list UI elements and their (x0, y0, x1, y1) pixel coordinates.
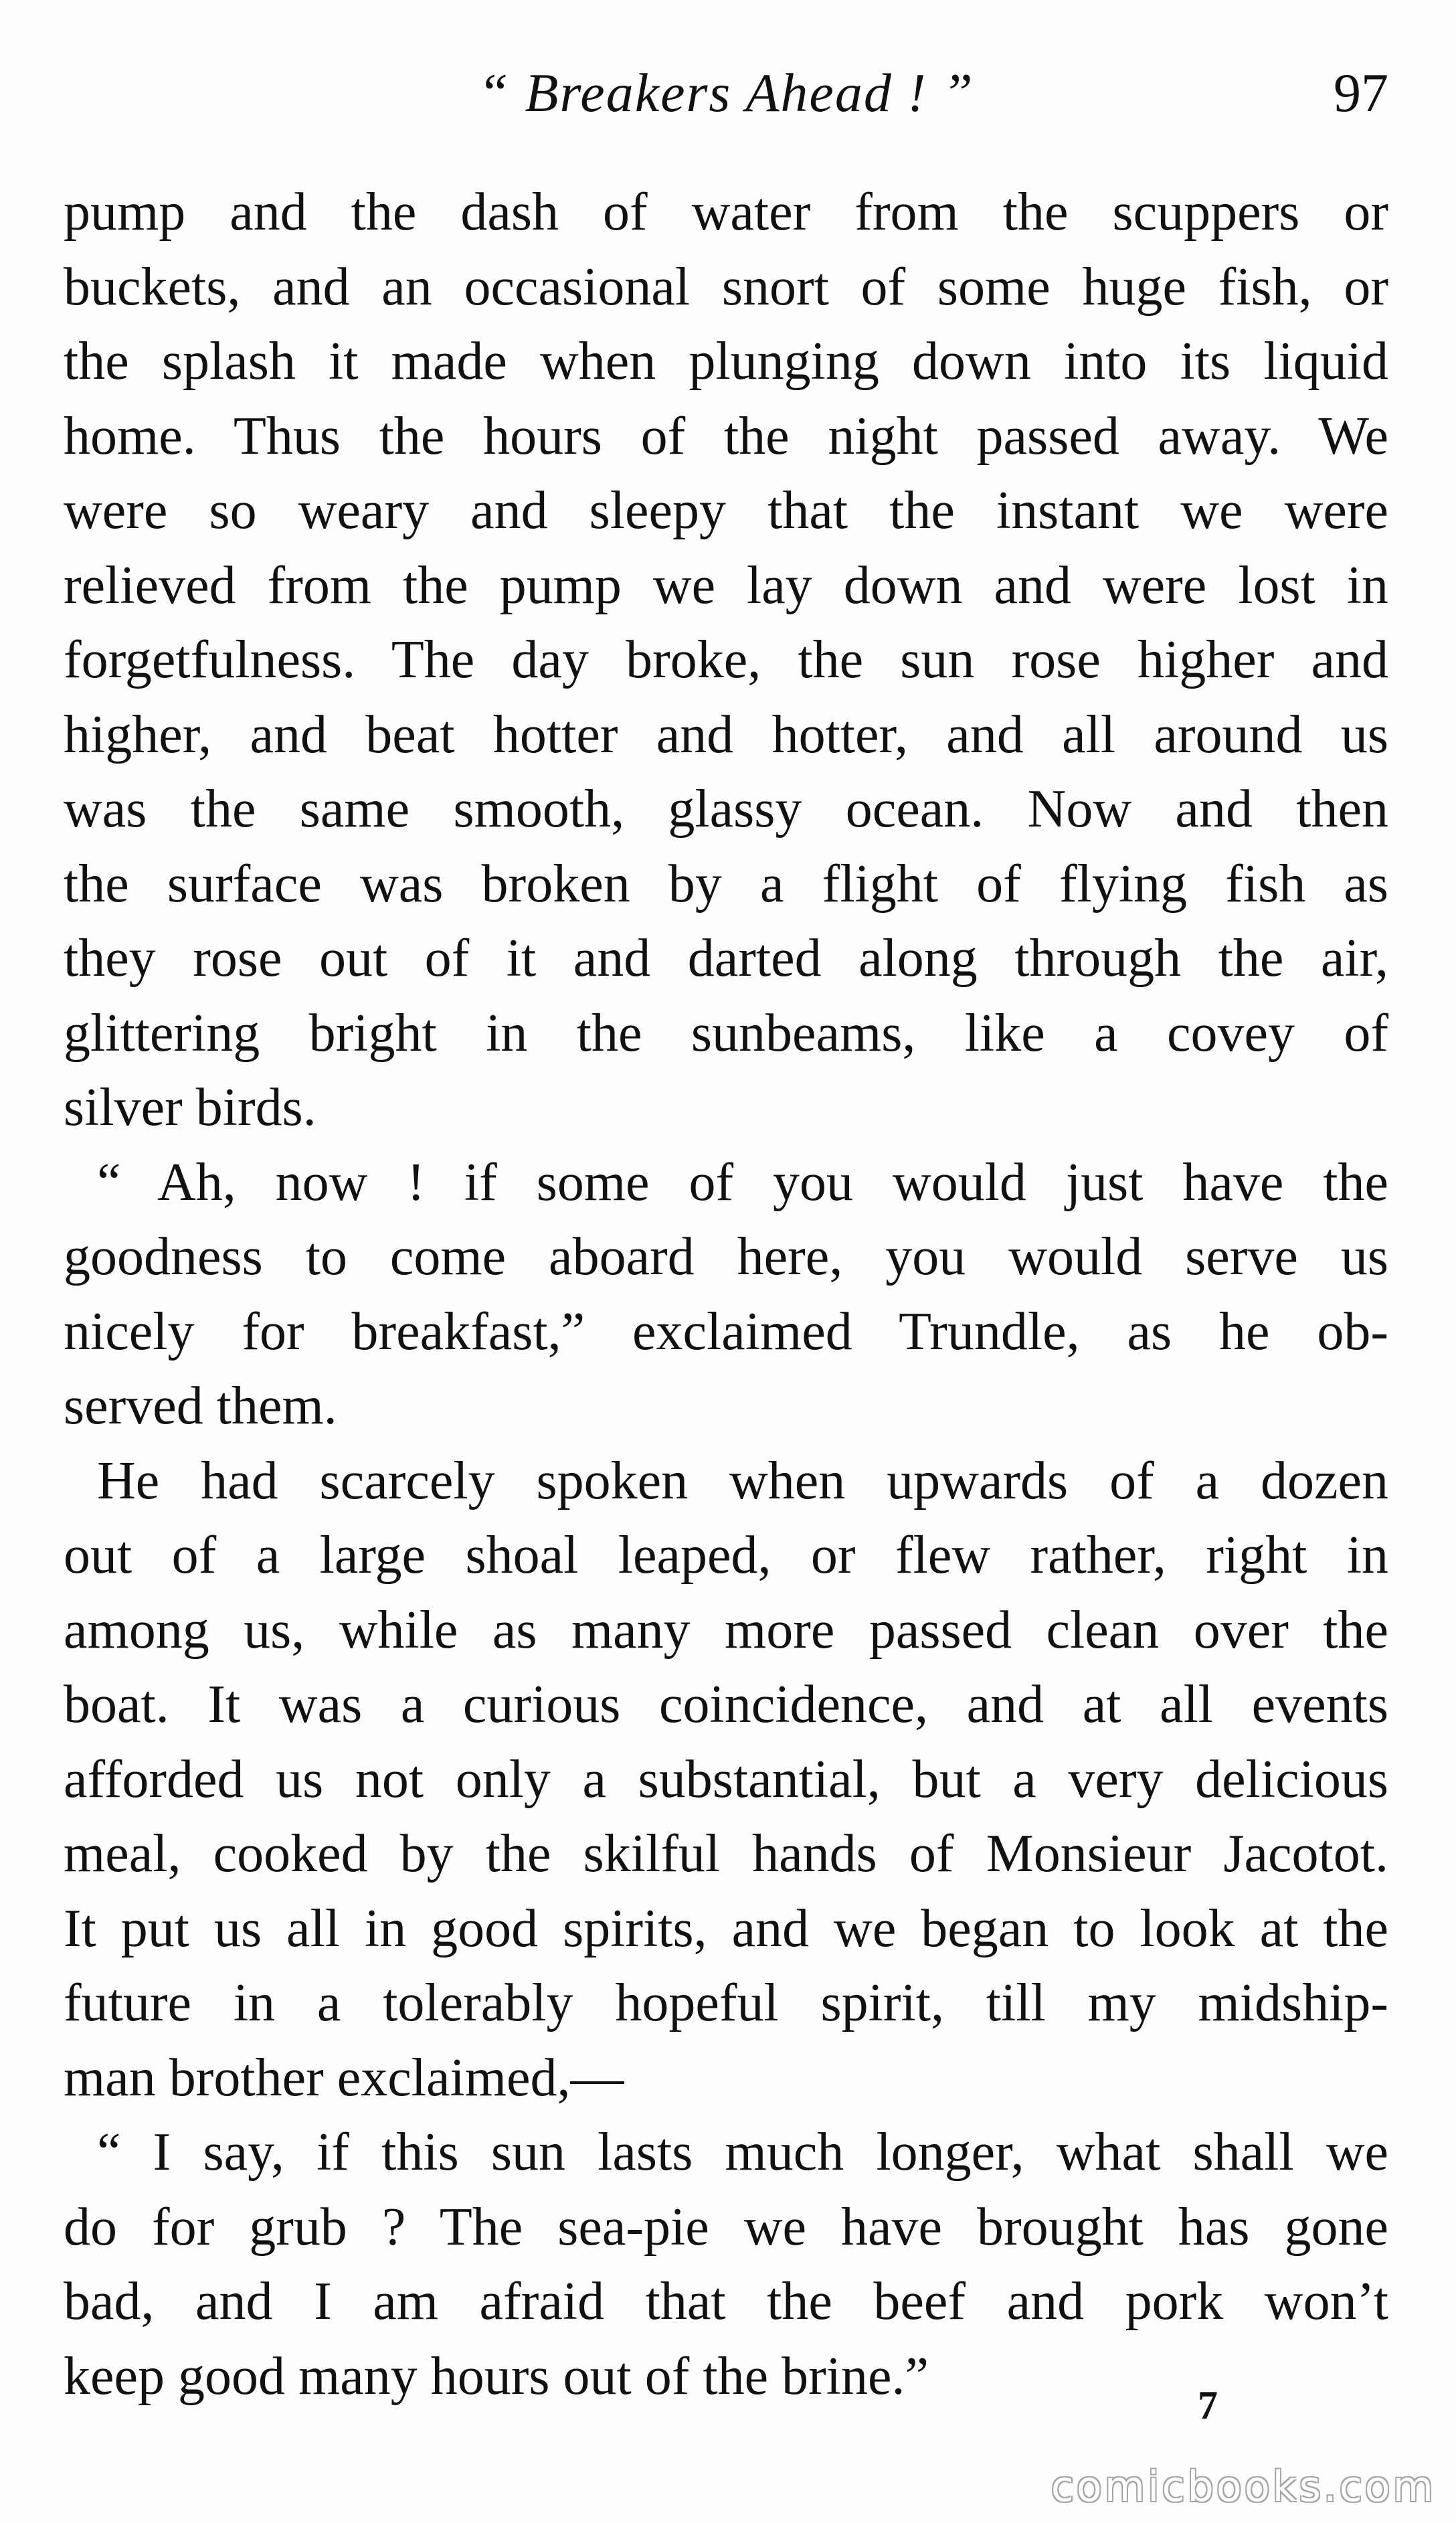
text-line: buckets, and an occasional snort of some huge fish, or (64, 257, 1388, 317)
text-line: nicely for breakfast,” exclaimed Trundle, as he ob- (64, 1302, 1388, 1361)
text-line: out of a large shoal leaped, or flew rather, right in (64, 1526, 1388, 1585)
running-title: “ Breakers Ahead ! ” (478, 62, 974, 123)
page-number: 97 (1334, 62, 1388, 123)
text-line: future in a tolerably hopeful spirit, till my midship- (64, 1974, 1388, 2032)
text-line: meal, cooked by the skilful hands of Monsieur Jacotot. (64, 1824, 1388, 1883)
text-line: the splash it made when plunging down into its liquid (64, 332, 1388, 391)
text-line: the surface was broken by a flight of flying fish as (64, 854, 1388, 913)
text-line: forgetfulness. The day broke, the sun rose higher and (64, 630, 1388, 689)
watermark: comicbooks.com (1051, 2462, 1436, 2511)
text-line: He had scarcely spoken when upwards of a dozen (97, 1451, 1388, 1510)
text-line: do for grub ? The sea-pie we have brought has gone (64, 2197, 1388, 2257)
signature-mark: 7 (1198, 2383, 1218, 2427)
text-line: silver birds. (64, 1078, 316, 1137)
text-line: were so weary and sleepy that the instant we were (64, 481, 1388, 540)
text-line: was the same smooth, glassy ocean. Now and then (64, 780, 1388, 839)
page-header (64, 62, 1388, 149)
text-line: bad, and I am afraid that the beef and pork won’t (64, 2272, 1388, 2331)
text-line: among us, while as many more passed clean over the (64, 1600, 1388, 1660)
text-line: pump and the dash of water from the scuppers or (64, 183, 1388, 242)
text-line: man brother exclaimed,— (64, 2048, 624, 2107)
text-line: “ Ah, now ! if some of you would just have the (97, 1152, 1388, 1212)
text-line: home. Thus the hours of the night passed away. We (64, 406, 1388, 466)
text-line: they rose out of it and darted along through the air, (64, 929, 1388, 988)
text-line: higher, and beat hotter and hotter, and all around us (64, 705, 1388, 764)
body-text (64, 175, 1388, 2414)
text-line: “ I say, if this sun lasts much longer, what shall we (97, 2123, 1388, 2182)
text-line: glittering bright in the sunbeams, like a covey of (64, 1003, 1388, 1063)
text-line: boat. It was a curious coincidence, and at all events (64, 1675, 1388, 1734)
text-line: relieved from the pump we lay down and were lost in (64, 555, 1388, 615)
text-line: goodness to come aboard here, you would serve us (64, 1227, 1388, 1286)
text-line: It put us all in good spirits, and we began to look at the (64, 1899, 1388, 1958)
text-line: served them. (64, 1377, 337, 1436)
text-line: keep good many hours out of the brine.” (64, 2346, 929, 2406)
text-line: afforded us not only a substantial, but a very delicious (64, 1749, 1388, 1809)
